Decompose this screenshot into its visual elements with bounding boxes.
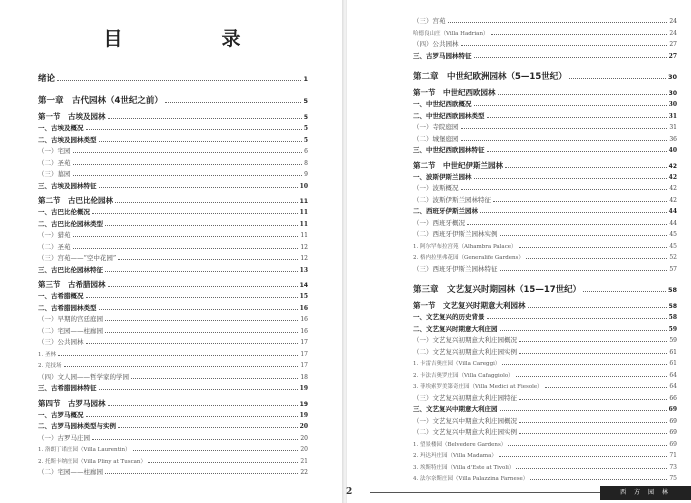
toc-entry: [413, 28, 677, 40]
toc-entry-title: （一）西班牙概况: [413, 218, 465, 227]
toc-entry-page: 61: [669, 348, 677, 356]
toc-entry-title: （四）文人园——哲学家的学园: [38, 372, 129, 381]
toc-entry-page: 69: [669, 417, 677, 425]
toc-entry: [38, 372, 308, 384]
toc-entry-title: 二、中世纪西欧园林类型: [413, 111, 485, 120]
toc-entry: [413, 62, 677, 84]
toc-entry-title: 第二节 中世纪伊斯兰园林: [413, 160, 503, 170]
dot-leader: [474, 105, 667, 106]
toc-entry-page: 12: [300, 243, 308, 251]
dot-leader: [105, 320, 298, 321]
toc-entry-page: 14: [299, 282, 308, 289]
toc-entry-page: 30: [668, 90, 677, 97]
toc-entry: [413, 381, 677, 393]
toc-entry-title: 第二节 古巴比伦园林: [38, 196, 113, 205]
dot-leader: [461, 140, 668, 141]
toc-entry: [413, 473, 677, 485]
dot-leader: [474, 57, 667, 58]
toc-entry-page: 15: [299, 293, 308, 300]
toc-entry-page: 16: [300, 327, 308, 335]
toc-entry-title: 一、文艺复兴的历史背景: [413, 313, 485, 321]
toc-entry-title: 一、古希腊概况: [38, 292, 84, 300]
toc-entry-page: 58: [668, 303, 677, 310]
toc-entry: [38, 135, 308, 147]
toc-entry-title: 1. 卡雷吉奥庄园（Villa Careggi）: [413, 361, 501, 367]
toc-entry: [38, 64, 308, 86]
dot-leader: [516, 376, 668, 377]
toc-entry: [38, 433, 308, 445]
toc-entry-title: （二）圣苑: [38, 158, 71, 167]
toc-entry-page: 36: [669, 135, 677, 143]
toc-entry: [38, 410, 308, 422]
toc-entry-title: 三、文艺复兴中期意大利庄园: [413, 405, 498, 413]
toc-entry: [413, 16, 677, 28]
toc-entry: [38, 276, 308, 291]
toc-entry: [413, 427, 677, 439]
dot-leader: [148, 462, 298, 463]
dot-leader: [500, 270, 668, 271]
toc-entry-title: 一、古巴比伦概况: [38, 208, 90, 216]
toc-list-right: [413, 16, 677, 485]
toc-entry-page: 11: [300, 232, 308, 239]
dot-leader: [86, 416, 298, 417]
dot-leader: [487, 318, 667, 319]
toc-entry: [413, 393, 677, 405]
toc-entry-title: 三、古埃及园林特征: [38, 181, 97, 190]
toc-entry: [413, 335, 677, 347]
toc-entry-page: 75: [669, 475, 677, 482]
toc-entry-page: 42: [669, 185, 677, 192]
dot-leader: [499, 456, 667, 457]
toc-entry-page: 44: [668, 208, 677, 215]
toc-entry-title: （二）宅园——柱廊园: [38, 468, 103, 476]
toc-entry-page: 45: [669, 242, 677, 250]
dot-leader: [498, 94, 667, 95]
toc-entry-title: 绪论: [38, 74, 56, 84]
toc-entry-title: 三、中世纪西欧园林特征: [413, 146, 485, 154]
toc-entry: [413, 450, 677, 462]
toc-entry-page: 21: [300, 457, 308, 465]
dot-leader: [505, 167, 667, 168]
toc-list-left: [38, 64, 308, 479]
toc-entry: [38, 265, 308, 277]
toc-entry: [38, 253, 308, 265]
toc-entry-page: 31: [668, 112, 677, 120]
toc-entry-title: 2. 格内拉里弗花园（Generalife Gardens）: [413, 255, 524, 261]
toc-entry-page: 19: [299, 400, 308, 408]
toc-entry: [413, 264, 677, 276]
toc-entry-title: 二、古巴比伦园林类型: [38, 219, 103, 228]
toc-entry: [38, 291, 308, 303]
toc-entry: [38, 467, 308, 479]
toc-entry-page: 12: [300, 255, 308, 262]
dot-leader: [105, 473, 298, 474]
toc-entry: [38, 181, 308, 193]
toc-entry-title: （二）波斯伊斯兰园林特征: [413, 195, 491, 204]
dot-leader: [165, 102, 302, 103]
toc-entry: [413, 206, 677, 218]
dot-leader: [530, 479, 667, 480]
toc-entry-title: （三）宫苑——“空中花园”: [38, 254, 117, 262]
dot-leader: [58, 355, 298, 356]
toc-entry: [413, 172, 677, 184]
toc-entry: [413, 297, 677, 312]
toc-entry-title: 第一章 古代园林（4世纪之前）: [38, 96, 163, 106]
toc-entry-page: 24: [669, 29, 677, 37]
toc-entry-page: 5: [303, 136, 308, 144]
dot-leader: [105, 271, 298, 272]
toc-entry: [38, 326, 308, 338]
toc-entry-title: 一、古埃及概况: [38, 124, 84, 132]
dot-leader: [519, 422, 667, 423]
dot-leader: [508, 445, 667, 446]
toc-entry-title: （三）墓园: [38, 170, 71, 178]
toc-entry-title: （三）公共园林: [38, 338, 84, 346]
dot-leader: [86, 297, 298, 298]
toc-entry: [38, 169, 308, 181]
toc-entry-page: 19: [299, 385, 308, 392]
toc-entry-page: 71: [669, 452, 677, 459]
dot-leader: [516, 468, 667, 469]
toc-entry-title: 一、波斯伊斯兰园林: [413, 172, 472, 181]
toc-entry-page: 22: [300, 469, 308, 476]
toc-entry-title: （二）西班牙伊斯兰园林实例: [413, 230, 498, 238]
dot-leader: [448, 22, 668, 23]
dot-leader: [461, 45, 668, 46]
toc-entry-page: 30: [668, 101, 677, 108]
toc-entry: [38, 314, 308, 326]
toc-entry-page: 73: [669, 463, 677, 471]
dot-leader: [500, 330, 667, 331]
toc-entry-page: 6: [304, 148, 308, 155]
toc-entry-title: （三）西班牙伊斯兰园林特征: [413, 264, 498, 273]
toc-entry-page: 66: [669, 394, 677, 402]
toc-entry-title: 哈德良山庄（Villa Hadrian）: [413, 30, 489, 37]
toc-entry-title: 二、西班牙伊斯兰园林: [413, 207, 478, 215]
toc-entry-page: 20: [300, 446, 308, 453]
toc-entry-title: （二）圣苑: [38, 242, 71, 251]
toc-entry-page: 5: [303, 125, 308, 132]
dot-leader: [131, 378, 298, 379]
toc-entry-title: （二）文艺复兴初期意大利庄园实例: [413, 347, 517, 356]
toc-entry: [38, 108, 308, 123]
toc-entry-title: 三、古罗马园林特征: [413, 51, 472, 60]
toc-entry-page: 58: [667, 286, 677, 294]
toc-entry: [38, 86, 308, 108]
toc-entry-title: （一）宅园: [38, 147, 71, 155]
toc-entry-title: （一）波斯概况: [413, 184, 459, 192]
toc-entry-page: 24: [669, 18, 677, 25]
toc-title: 目 录: [103, 28, 281, 50]
toc-entry-page: 69: [669, 429, 677, 436]
dot-leader: [73, 236, 299, 237]
dot-leader: [519, 433, 667, 434]
dot-leader: [118, 259, 298, 260]
toc-entry: [413, 275, 677, 297]
toc-entry: [413, 358, 677, 370]
toc-entry-page: 27: [668, 52, 677, 60]
dot-leader: [526, 258, 668, 259]
toc-entry: [38, 456, 308, 468]
toc-entry-page: 61: [669, 360, 677, 367]
toc-entry-title: 二、古罗马园林类型与实例: [38, 422, 116, 430]
page-number: 2: [346, 487, 353, 497]
toc-entry-page: 19: [299, 411, 308, 419]
toc-entry: [413, 145, 677, 157]
toc-entry-page: 42: [669, 196, 677, 204]
toc-entry: [38, 146, 308, 158]
dot-leader: [118, 427, 298, 428]
toc-entry: [413, 370, 677, 382]
toc-entry-title: 第一节 中世纪西欧园林: [413, 88, 496, 97]
toc-entry: [413, 312, 677, 324]
toc-entry: [413, 134, 677, 146]
toc-entry-page: 8: [304, 159, 308, 167]
toc-entry: [38, 207, 308, 219]
toc-entry-title: 1. 圣林: [38, 351, 56, 358]
toc-entry-title: 第一节 文艺复兴时期意大利园林: [413, 301, 526, 310]
left-page: [0, 0, 344, 503]
toc-entry-page: 52: [669, 254, 677, 261]
dot-leader: [487, 117, 667, 118]
dot-leader: [105, 225, 298, 226]
toc-entry-title: （一）古罗马庄园: [38, 433, 90, 442]
toc-entry-title: 1. 洛朗丁诺庄园（Villa Laurentin）: [38, 447, 131, 453]
toc-entry-page: 5: [303, 97, 308, 105]
toc-entry: [38, 421, 308, 433]
toc-entry-page: 45: [669, 231, 677, 238]
toc-entry-page: 69: [669, 440, 677, 448]
dot-leader: [86, 129, 302, 130]
toc-entry-title: 一、古罗马概况: [38, 410, 84, 419]
toc-entry-title: 3. 菲埃索罗美第奇庄园（Villa Medici at Fiesole）: [413, 384, 543, 390]
toc-entry-title: 第三节 古希腊园林: [38, 280, 106, 289]
toc-entry: [413, 416, 677, 428]
toc-entry-page: 5: [303, 114, 308, 121]
dot-leader: [108, 286, 298, 287]
dot-leader: [92, 439, 298, 440]
toc-entry: [413, 84, 677, 99]
toc-entry-page: 40: [668, 147, 677, 154]
dot-leader: [105, 332, 298, 333]
toc-entry: [413, 157, 677, 172]
dot-leader: [500, 235, 668, 236]
toc-entry-page: 13: [299, 266, 308, 274]
dot-leader: [86, 343, 299, 344]
toc-entry-page: 42: [668, 162, 677, 170]
toc-entry-page: 18: [300, 373, 308, 381]
dot-leader: [99, 187, 298, 188]
toc-entry-title: （一）寺院庭园: [413, 123, 459, 131]
dot-leader: [73, 248, 299, 249]
toc-entry-title: 二、古埃及园林类型: [38, 135, 97, 144]
toc-entry-page: 58: [668, 314, 677, 321]
dot-leader: [64, 366, 299, 367]
toc-entry-title: 第一节 古埃及园林: [38, 112, 106, 121]
dot-leader: [474, 178, 667, 179]
toc-entry-title: （二）城堡庭园: [413, 134, 459, 143]
dot-leader: [99, 389, 298, 390]
toc-entry-title: 2. 玛达玛庄园（Villa Madama）: [413, 453, 497, 459]
toc-entry: [38, 360, 308, 372]
toc-entry-page: 42: [668, 173, 677, 181]
toc-entry-page: 9: [304, 171, 308, 178]
toc-entry: [38, 219, 308, 231]
toc-entry: [38, 395, 308, 410]
toc-entry-page: 44: [669, 219, 677, 227]
toc-entry-title: （一）猎苑: [38, 231, 71, 239]
toc-entry-page: 64: [669, 371, 677, 379]
toc-entry: [413, 439, 677, 451]
dot-leader: [569, 78, 666, 79]
dot-leader: [133, 450, 299, 451]
toc-entry-page: 17: [300, 350, 308, 358]
toc-entry-page: 11: [299, 220, 308, 228]
toc-entry-page: 20: [300, 434, 308, 442]
toc-entry: [413, 324, 677, 336]
toc-entry: [413, 404, 677, 416]
toc-entry: [38, 337, 308, 349]
toc-entry: [38, 192, 308, 207]
toc-entry-page: 59: [669, 337, 677, 344]
toc-entry-page: 1: [303, 75, 308, 83]
toc-entry: [38, 383, 308, 395]
toc-entry-page: 31: [669, 124, 677, 131]
footer-label: 西 方 园 林: [600, 486, 691, 500]
dot-leader: [73, 175, 303, 176]
toc-entry: [38, 230, 308, 242]
dot-leader: [500, 410, 667, 411]
toc-entry-title: 1. 阿尔罕布拉宫苑（Alhambra Palace）: [413, 243, 517, 250]
toc-entry: [413, 462, 677, 474]
toc-entry-title: 二、文艺复兴时期意大利庄园: [413, 324, 498, 333]
toc-entry-page: 20: [299, 423, 308, 430]
toc-entry-title: 2. 卡法吉奥罗庄园（Villa Cafaggiolo）: [413, 372, 514, 379]
toc-entry-title: （二）文艺复兴中期意大利庄园实例: [413, 428, 517, 436]
toc-entry: [413, 218, 677, 230]
toc-entry: [38, 123, 308, 135]
toc-entry-page: 27: [669, 41, 677, 48]
toc-entry-title: 三、古巴比伦园林特征: [38, 265, 103, 274]
dot-leader: [92, 213, 298, 214]
toc-entry-title: 第二章 中世纪欧洲园林（5—15世纪）: [413, 72, 567, 82]
toc-entry: [413, 229, 677, 241]
toc-entry: [413, 252, 677, 264]
toc-entry: [38, 349, 308, 361]
dot-leader: [583, 291, 666, 292]
toc-entry-title: 3. 埃斯特庄园（Villa d'Este at Tivoli）: [413, 464, 515, 471]
toc-entry-title: （二）宅园——柱廊园: [38, 326, 103, 335]
toc-entry: [413, 183, 677, 195]
dot-leader: [73, 152, 303, 153]
toc-entry-title: 2. 托斯卡纳庄园（Villa Pliny at Tuscan）: [38, 458, 146, 465]
dot-leader: [491, 34, 668, 35]
toc-entry-title: （一）早期的宫廷庭园: [38, 315, 103, 323]
toc-entry-title: 二、古希腊园林类型: [38, 303, 97, 312]
toc-entry-page: 16: [299, 304, 308, 312]
dot-leader: [519, 341, 667, 342]
dot-leader: [461, 189, 668, 190]
toc-entry-title: 第三章 文艺复兴时期园林（15—17世纪）: [413, 285, 582, 295]
toc-entry-title: （三）宫苑: [413, 17, 446, 25]
toc-entry-page: 17: [300, 362, 308, 369]
dot-leader: [99, 141, 302, 142]
toc-entry-page: 16: [300, 316, 308, 323]
dot-leader: [57, 80, 301, 81]
dot-leader: [519, 399, 667, 400]
toc-entry: [38, 158, 308, 170]
dot-leader: [493, 201, 667, 202]
dot-leader: [502, 364, 667, 365]
toc-entry-title: 1. 望景楼园（Belvedere Gardens）: [413, 441, 507, 448]
toc-entry: [413, 39, 677, 51]
right-page: [347, 0, 691, 503]
dot-leader: [487, 151, 667, 152]
toc-entry-page: 57: [669, 265, 677, 273]
toc-entry-page: 17: [300, 339, 308, 346]
dot-leader: [519, 247, 668, 248]
toc-entry: [413, 347, 677, 359]
dot-leader: [467, 224, 667, 225]
toc-entry-title: 2. 竞技场: [38, 363, 62, 369]
dot-leader: [108, 118, 302, 119]
dot-leader: [115, 202, 298, 203]
toc-entry: [38, 242, 308, 254]
toc-entry: [38, 303, 308, 315]
dot-leader: [545, 387, 668, 388]
toc-entry: [413, 195, 677, 207]
toc-entry-page: 69: [668, 406, 677, 413]
toc-entry: [413, 51, 677, 63]
toc-entry: [413, 111, 677, 123]
toc-entry-page: 64: [669, 383, 677, 390]
dot-leader: [99, 309, 298, 310]
toc-entry-title: 一、中世纪西欧概况: [413, 100, 472, 108]
toc-entry-title: （一）文艺复兴中期意大利庄园概况: [413, 416, 517, 425]
toc-entry-page: 10: [299, 182, 308, 190]
dot-leader: [480, 212, 667, 213]
toc-entry-title: 三、古希腊园林特征: [38, 384, 97, 392]
toc-entry-title: （三）文艺复兴初期意大利庄园特征: [413, 393, 517, 402]
toc-entry-title: 4. 法尔奈斯庄园（Villa Palazzina Farnese）: [413, 476, 529, 482]
dot-leader: [519, 353, 667, 354]
toc-entry: [413, 122, 677, 134]
dot-leader: [108, 405, 298, 406]
dot-leader: [73, 164, 303, 165]
toc-entry-page: 11: [299, 198, 308, 205]
toc-entry: [413, 99, 677, 111]
toc-entry-page: 11: [299, 209, 308, 216]
toc-entry: [38, 444, 308, 456]
toc-entry: [413, 241, 677, 253]
toc-entry-page: 30: [667, 73, 677, 81]
toc-entry-title: 第四节 古罗马园林: [38, 398, 106, 408]
footer-rule: [370, 492, 600, 493]
dot-leader: [528, 307, 667, 308]
toc-entry-page: 59: [668, 325, 677, 333]
toc-entry-title: （一）文艺复兴初期意大利庄园概况: [413, 336, 517, 344]
dot-leader: [461, 128, 668, 129]
toc-entry-title: （四）公共园林: [413, 40, 459, 48]
